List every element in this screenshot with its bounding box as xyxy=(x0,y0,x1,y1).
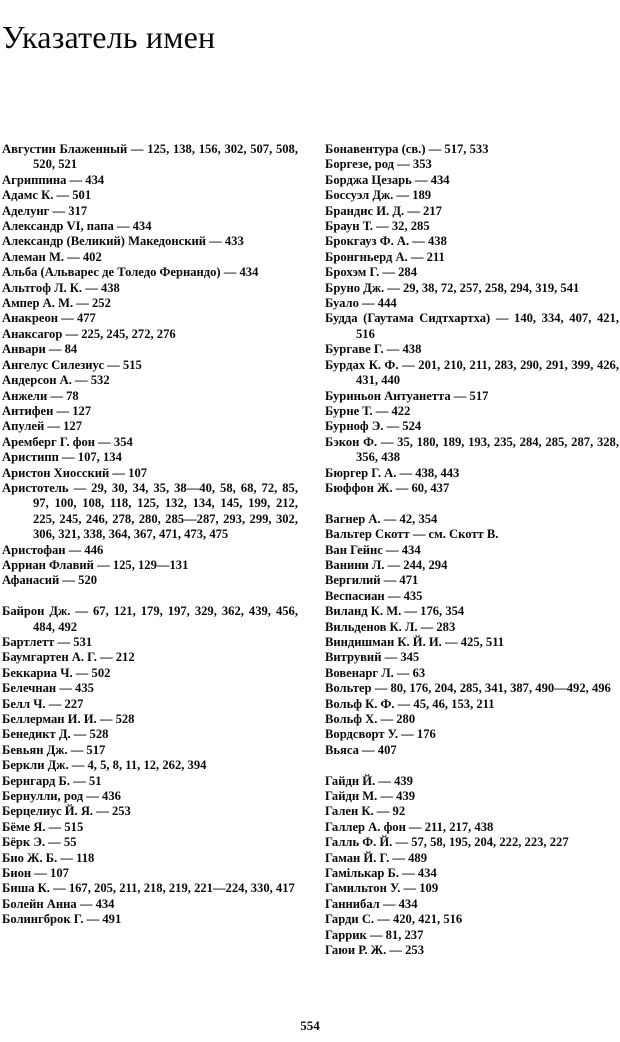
index-entry: Арриан Флавий — 125, 129—131 xyxy=(2,557,189,572)
index-entry: Аристотель — 29, 30, 34, 35, 38—40, 58, 68, 72, 85, 97, 100, 108, 118, 125, 132, 134, 145, 199, 212, 225, 245, 246, 278, 280, 285—287, 293, 299, 302, 306, 321, 338, 364, 367, 471, 473, 475 xyxy=(2,480,298,542)
index-entry: Будда (Гаутама Сидтхартха) — 140, 334, 407, 421, 516 xyxy=(325,311,619,341)
index-entry: Боргезе, род — 353 xyxy=(325,157,432,172)
index-entry: Ван Гейнс — 434 xyxy=(325,542,421,557)
index-entry: Буало — 444 xyxy=(325,296,397,311)
index-column-left xyxy=(2,142,298,928)
index-entry: Вьяса — 407 xyxy=(325,742,397,757)
index-entry: Берцелиус Й. Я. — 253 xyxy=(2,804,131,819)
index-entry: Веспасиан — 435 xyxy=(325,588,423,603)
index-entry: Байрон Дж. — 67, 121, 179, 197, 329, 362, 439, 456, 484, 492 xyxy=(2,604,298,634)
index-entry: Антифен — 127 xyxy=(2,403,92,418)
index-entry: Беллерман И. И. — 528 xyxy=(2,712,135,727)
index-entry: Гайдн Й. — 439 xyxy=(325,773,413,788)
index-entry: Бюффон Ж. — 60, 437 xyxy=(325,480,450,495)
index-entry: Аристипп — 107, 134 xyxy=(2,450,122,465)
index-entry: Бернгард Б. — 51 xyxy=(2,773,102,788)
index-entry: Галлер А. фон — 211, 217, 438 xyxy=(325,819,494,834)
index-entry: Агриппина — 434 xyxy=(2,172,105,187)
index-entry: Бёме Я. — 515 xyxy=(2,819,84,834)
index-entry: Брокгауз Ф. А. — 438 xyxy=(325,234,447,249)
index-entry: Аделунг — 317 xyxy=(2,203,88,218)
index-entry: Белечнан — 435 xyxy=(2,681,94,696)
index-entry: Бэкон Ф. — 35, 180, 189, 193, 235, 284, 285, 287, 328, 356, 438 xyxy=(325,434,619,465)
index-entry: Болингброк Г. — 491 xyxy=(2,912,122,927)
index-entry: Вергилий — 471 xyxy=(325,573,419,588)
page-number: 554 xyxy=(300,1018,320,1033)
index-entry: Анаксагор — 225, 245, 272, 276 xyxy=(2,326,176,341)
index-entry: Брандис И. Д. — 217 xyxy=(325,203,442,218)
index-entry: Боссуэл Дж. — 189 xyxy=(325,188,432,203)
index-entry: Буриньон Антуанетта — 517 xyxy=(325,388,489,403)
index-entry: Вольтер — 80, 176, 204, 285, 341, 387, 490—492, 496 xyxy=(325,681,611,696)
index-entry: Александр (Великий) Македонский — 433 xyxy=(2,234,244,249)
index-entry: Бурдах К. Ф. — 201, 210, 211, 283, 290, 291, 399, 426, 431, 440 xyxy=(325,357,619,388)
index-entry: Беркли Дж. — 4, 5, 8, 11, 12, 262, 394 xyxy=(2,758,207,773)
index-entry: Ганнибал — 434 xyxy=(325,896,418,911)
index-entry: Бёрк Э. — 55 xyxy=(2,835,77,850)
index-entry: Гаюи Р. Ж. — 253 xyxy=(325,943,425,958)
index-entry: Альба (Альварес де Толедо Фернандо) — 434 xyxy=(2,265,259,280)
index-entry: Бронгньерд А. — 211 xyxy=(325,249,445,264)
index-entry: Бюргер Г. А. — 438, 443 xyxy=(325,465,460,480)
index-entry: Аристон Хиосский — 107 xyxy=(2,465,148,480)
index-entry: Болейн Анна — 434 xyxy=(2,896,115,911)
entry-group-gap xyxy=(2,589,298,604)
index-entry: Бенедикт Д. — 528 xyxy=(2,727,109,742)
index-entry: Анвари — 84 xyxy=(2,342,78,357)
index-entry: Ангелус Силезиус — 515 xyxy=(2,357,142,372)
index-entry: Бернулли, род — 436 xyxy=(2,789,121,804)
index-column-right xyxy=(325,142,619,959)
index-entry: Августин Блаженный — 125, 138, 156, 302, 507, 508, 520, 521 xyxy=(2,142,298,172)
entry-group-gap xyxy=(325,496,619,511)
index-entry: Виланд К. М. — 176, 354 xyxy=(325,604,465,619)
index-entry: Бион — 107 xyxy=(2,866,69,881)
index-entry: Гаррик — 81, 237 xyxy=(325,927,424,942)
index-entry: Вольф Х. — 280 xyxy=(325,712,416,727)
entry-group-gap xyxy=(325,758,619,773)
index-entry: Ванини Л. — 244, 294 xyxy=(325,557,448,572)
index-entry: Аристофан — 446 xyxy=(2,542,104,557)
index-entry: Бартлетт — 531 xyxy=(2,634,93,649)
index-entry: Анжели — 78 xyxy=(2,388,79,403)
index-entry: Андерсон А. — 532 xyxy=(2,373,110,388)
index-entry: Брохэм Г. — 284 xyxy=(325,265,418,280)
index-entry: Вовенарг Л. — 63 xyxy=(325,665,426,680)
index-entry: Галль Ф. Й. — 57, 58, 195, 204, 222, 223, 227 xyxy=(325,835,569,850)
index-entry: Вагнер А. — 42, 354 xyxy=(325,511,438,526)
index-entry: Баумгартен А. Г. — 212 xyxy=(2,650,135,665)
index-entry: Апулей — 127 xyxy=(2,419,83,434)
index-entry: Гарди С. — 420, 421, 516 xyxy=(325,912,463,927)
index-entry: Гамількар Б. — 434 xyxy=(325,866,437,881)
index-entry: Альтгоф Л. К. — 438 xyxy=(2,280,120,295)
index-entry: Александр VI, папа — 434 xyxy=(2,219,152,234)
index-entry: Гаман Й. Г. — 489 xyxy=(325,850,428,865)
index-entry: Аремберг Г. фон — 354 xyxy=(2,434,133,449)
index-entry: Виндишман К. Й. И. — 425, 511 xyxy=(325,634,505,649)
index-entry: Адамс К. — 501 xyxy=(2,188,92,203)
index-entry: Афанасий — 520 xyxy=(2,573,98,588)
index-entry: Гален К. — 92 xyxy=(325,804,406,819)
index-entry: Вальтер Скотт — см. Скотт В. xyxy=(325,527,499,542)
index-entry: Анакреон — 477 xyxy=(2,311,96,326)
index-entry: Вольф К. Ф. — 45, 46, 153, 211 xyxy=(325,696,495,711)
index-entry: Гайдн М. — 439 xyxy=(325,789,416,804)
index-entry: Алеман М. — 402 xyxy=(2,249,102,264)
index-entry: Беккариа Ч. — 502 xyxy=(2,665,111,680)
index-entry: Бевьян Дж. — 517 xyxy=(2,742,106,757)
index-entry: Бонавентура (св.) — 517, 533 xyxy=(325,142,489,156)
index-entry: Бурне Т. — 422 xyxy=(325,403,411,418)
index-entry: Ампер А. М. — 252 xyxy=(2,296,111,311)
index-entry: Бургаве Г. — 438 xyxy=(325,342,422,357)
index-entry: Бурноф Э. — 524 xyxy=(325,419,422,434)
index-entry: Гамильтон У. — 109 xyxy=(325,881,439,896)
index-entry: Браун Т. — 32, 285 xyxy=(325,219,430,234)
index-entry: Био Ж. Б. — 118 xyxy=(2,850,95,865)
index-entry: Биша К. — 167, 205, 211, 218, 219, 221—224, 330, 417 xyxy=(2,881,295,896)
index-entry: Витрувий — 345 xyxy=(325,650,420,665)
index-entry: Бруно Дж. — 29, 38, 72, 257, 258, 294, 319, 541 xyxy=(325,280,580,295)
page-title: Указатель имен xyxy=(2,19,216,56)
index-entry: Вордсворт У. — 176 xyxy=(325,727,436,742)
index-entry: Вильденов К. Л. — 283 xyxy=(325,619,456,634)
index-entry: Белл Ч. — 227 xyxy=(2,696,84,711)
index-entry: Борджа Цезарь — 434 xyxy=(325,172,450,187)
